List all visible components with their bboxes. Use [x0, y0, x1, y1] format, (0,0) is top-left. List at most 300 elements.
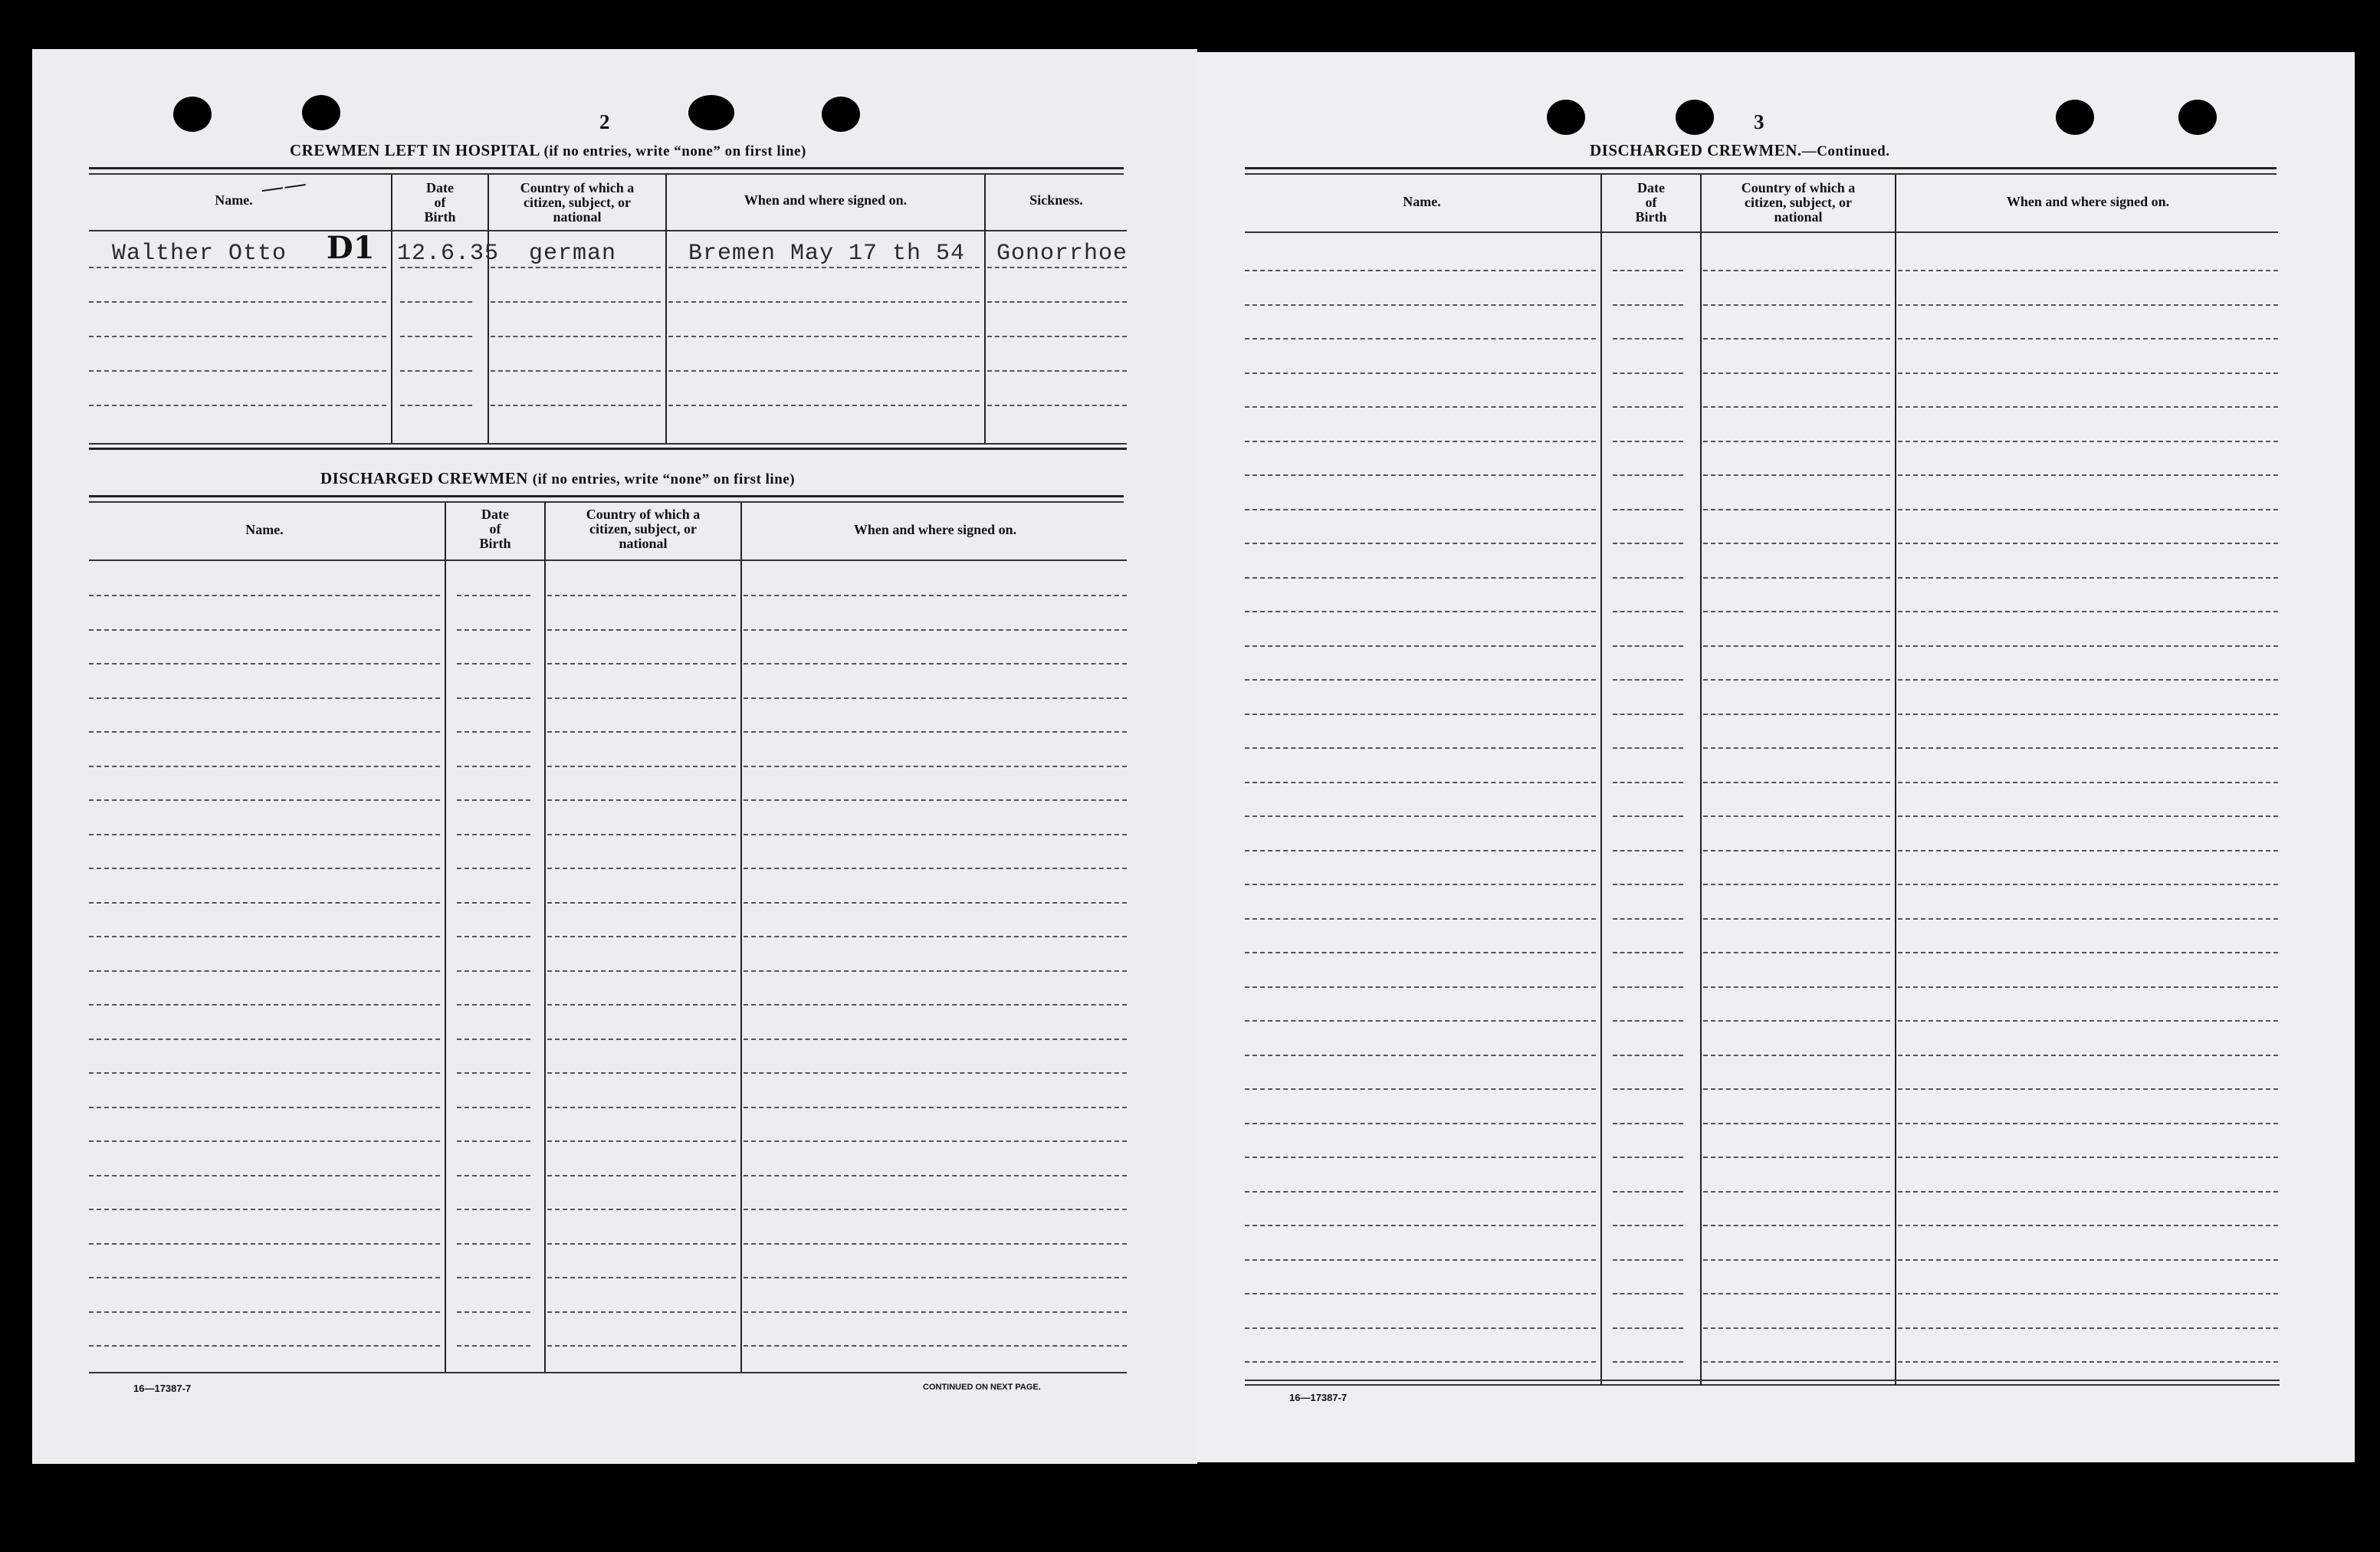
- header-country-line: citizen, subject, or: [589, 521, 697, 536]
- ruled-line: [457, 799, 530, 801]
- ruled-line: [744, 697, 1127, 699]
- ruled-line: [1613, 406, 1683, 408]
- ruled-line: [1898, 338, 2278, 340]
- ruled-line: [987, 405, 1127, 406]
- ruled-line: [547, 1072, 736, 1074]
- ruled-line: [744, 1277, 1127, 1278]
- table-top-rule: [1245, 167, 2277, 169]
- ruled-line: [547, 1345, 736, 1347]
- hospital-section-title: [290, 141, 806, 160]
- hospital-title-text: CREWMEN LEFT IN HOSPITAL: [290, 141, 540, 159]
- hospital-bottom-rule: [89, 448, 1127, 450]
- ruled-line: [987, 370, 1127, 372]
- ruled-line: [1613, 1191, 1683, 1193]
- ruled-line: [1245, 850, 1596, 851]
- ruled-line: [1245, 338, 1596, 340]
- hospital-entry-dob: 12.6.35: [397, 241, 500, 267]
- header-country: [547, 507, 739, 551]
- header-name: Name.: [1403, 194, 1441, 209]
- header-country-line: national: [619, 536, 668, 551]
- header-country-line: citizen, subject, or: [524, 195, 631, 210]
- ruled-line: [547, 1038, 736, 1040]
- header-dob-line: Date: [1637, 180, 1665, 195]
- header-country-line: citizen, subject, or: [1745, 195, 1852, 210]
- ruled-line: [1245, 406, 1596, 408]
- ruled-line: [89, 336, 386, 337]
- table-bottom-rule: [1245, 1380, 2280, 1381]
- ruled-line: [547, 1311, 736, 1313]
- ruled-line: [547, 697, 736, 699]
- continued-note: CONTINUED ON NEXT PAGE.: [923, 1383, 1041, 1392]
- ruled-line: [1613, 611, 1683, 612]
- ruled-line: [1245, 884, 1596, 885]
- header-dob-line: Birth: [424, 209, 456, 225]
- ruled-line: [1898, 1191, 2278, 1193]
- ruled-line: [744, 936, 1127, 937]
- ruled-line: [1898, 747, 2278, 749]
- hospital-title-note: (if no entries, write “none” on first line): [543, 143, 806, 159]
- ruled-line: [744, 629, 1127, 631]
- ruled-line: [1245, 1055, 1596, 1056]
- ruled-line: [457, 970, 530, 972]
- annotation-mark: D1: [327, 230, 375, 266]
- ruled-line: [1613, 1020, 1683, 1022]
- header-sickness: Sickness.: [1029, 192, 1083, 208]
- ruled-line: [1703, 338, 1890, 340]
- ruled-line: [547, 629, 736, 631]
- ruled-line: [744, 834, 1127, 835]
- ruled-line: [89, 663, 440, 664]
- ruled-line: [1703, 679, 1890, 681]
- ruled-line: [491, 267, 661, 268]
- ruled-line: [547, 1277, 736, 1278]
- ruled-line: [744, 663, 1127, 664]
- ruled-line: [547, 902, 736, 904]
- ruled-line: [1245, 782, 1596, 783]
- ruled-line: [1703, 714, 1890, 715]
- ruled-line: [1898, 577, 2278, 579]
- page-number: 2: [599, 110, 610, 133]
- ruled-line: [744, 1175, 1127, 1176]
- ruled-line: [1898, 304, 2278, 306]
- ruled-line: [457, 663, 530, 664]
- ruled-line: [1613, 270, 1683, 271]
- ruled-line: [1245, 1088, 1596, 1090]
- punch-hole: [173, 97, 212, 132]
- ruled-line: [1613, 372, 1683, 374]
- hospital-entry-sickness: Gonorrhoe: [996, 241, 1128, 267]
- ruled-line: [1613, 577, 1683, 579]
- ruled-line: [744, 1038, 1127, 1040]
- ruled-line: [744, 970, 1127, 972]
- ruled-line: [1245, 441, 1596, 442]
- ruled-line: [457, 834, 530, 835]
- ruled-line: [1703, 1225, 1890, 1226]
- ruled-line: [1703, 1293, 1890, 1294]
- header-bottom-rule: [1245, 231, 2278, 233]
- ruled-line: [547, 1175, 736, 1176]
- ruled-line: [1245, 714, 1596, 715]
- ruled-line: [1703, 1123, 1890, 1124]
- discharged-title-text: DISCHARGED CREWMEN: [320, 469, 528, 487]
- ruled-line: [1703, 372, 1890, 374]
- table-top-rule: [89, 501, 1124, 503]
- ruled-line: [457, 629, 530, 631]
- ruled-line: [457, 936, 530, 937]
- ruled-line: [1613, 1157, 1683, 1158]
- ruled-line: [1613, 952, 1683, 953]
- ruled-line: [1245, 270, 1596, 271]
- ruled-line: [457, 1175, 530, 1176]
- ruled-line: [89, 267, 386, 268]
- header-country-line: national: [1774, 209, 1823, 225]
- ruled-line: [1898, 986, 2278, 988]
- ruled-line: [1898, 1055, 2278, 1056]
- ruled-line: [491, 370, 661, 372]
- ruled-line: [1703, 441, 1890, 442]
- ruled-line: [1898, 884, 2278, 885]
- ruled-line: [89, 766, 440, 767]
- ruled-line: [1703, 577, 1890, 579]
- punch-hole: [302, 95, 340, 130]
- ruled-line: [1613, 1361, 1683, 1363]
- hospital-entry-country: german: [529, 241, 617, 267]
- ruled-line: [89, 370, 386, 372]
- header-country: [1703, 181, 1893, 225]
- ruled-line: [457, 1209, 530, 1210]
- ruled-line: [89, 902, 440, 904]
- ruled-line: [547, 1209, 736, 1210]
- ruled-line: [1613, 850, 1683, 851]
- header-dob: [448, 507, 543, 551]
- ruled-line: [89, 595, 440, 596]
- ruled-line: [987, 301, 1127, 303]
- ruled-line: [744, 1345, 1127, 1347]
- ruled-line: [1245, 679, 1596, 681]
- table-top-rule: [89, 495, 1124, 497]
- ruled-line: [89, 1345, 440, 1347]
- ruled-line: [89, 936, 440, 937]
- ruled-line: [89, 1209, 440, 1210]
- ruled-line: [89, 731, 440, 733]
- column-divider: [984, 175, 986, 443]
- table-top-rule: [89, 173, 1124, 175]
- ruled-line: [1245, 1191, 1596, 1193]
- ruled-line: [400, 405, 472, 406]
- ruled-line: [547, 731, 736, 733]
- ruled-line: [1245, 611, 1596, 612]
- ruled-line: [744, 902, 1127, 904]
- table-bottom-rule: [89, 1372, 1127, 1373]
- ruled-line: [457, 1243, 530, 1245]
- header-country-line: Country of which a: [586, 507, 701, 522]
- header-signed: When and where signed on.: [2006, 194, 2170, 209]
- ruled-line: [1703, 1020, 1890, 1022]
- column-divider: [740, 503, 742, 1373]
- ruled-line: [89, 405, 386, 406]
- ruled-line: [1703, 270, 1890, 271]
- header-name: Name.: [245, 522, 284, 537]
- ruled-line: [1245, 747, 1596, 749]
- ruled-line: [744, 731, 1127, 733]
- ruled-line: [1898, 1020, 2278, 1022]
- ruled-line: [1245, 509, 1596, 510]
- ruled-line: [1703, 1361, 1890, 1363]
- ruled-line: [89, 1072, 440, 1074]
- ruled-line: [1703, 850, 1890, 851]
- form-code: 16—17387-7: [1289, 1392, 1348, 1403]
- ruled-line: [491, 336, 661, 337]
- ruled-line: [1613, 1259, 1683, 1261]
- ruled-line: [1245, 1361, 1596, 1363]
- ruled-line: [1898, 406, 2278, 408]
- ruled-line: [1245, 986, 1596, 988]
- ruled-line: [1245, 1327, 1596, 1329]
- right-page: [1196, 52, 2355, 1462]
- ruled-line: [1613, 304, 1683, 306]
- ruled-line: [547, 663, 736, 664]
- punch-hole: [688, 95, 734, 130]
- ruled-line: [1245, 645, 1596, 647]
- column-divider: [487, 175, 489, 443]
- ruled-line: [1703, 884, 1890, 885]
- ruled-line: [1613, 1225, 1683, 1226]
- ruled-line: [457, 1277, 530, 1278]
- ruled-line: [1245, 372, 1596, 374]
- ruled-line: [1703, 611, 1890, 612]
- ruled-line: [1703, 918, 1890, 920]
- column-divider: [665, 175, 667, 443]
- hospital-entry-name: Walther Otto: [112, 241, 287, 267]
- ruled-line: [1245, 952, 1596, 953]
- ruled-line: [1613, 441, 1683, 442]
- ruled-line: [1703, 304, 1890, 306]
- ruled-line: [1898, 1088, 2278, 1090]
- header-bottom-rule: [89, 559, 1127, 561]
- ruled-line: [457, 766, 530, 767]
- name-overwrite-scrawl: ——: [258, 169, 309, 204]
- ruled-line: [1703, 1327, 1890, 1329]
- punch-hole: [822, 97, 860, 132]
- ruled-line: [744, 1243, 1127, 1245]
- header-dob: [394, 181, 486, 225]
- ruled-line: [987, 336, 1127, 337]
- ruled-line: [1245, 918, 1596, 920]
- ruled-line: [89, 970, 440, 972]
- ruled-line: [400, 301, 472, 303]
- ruled-line: [1703, 952, 1890, 953]
- ruled-line: [547, 595, 736, 596]
- ruled-line: [1898, 1327, 2278, 1329]
- ruled-line: [1613, 1327, 1683, 1329]
- ruled-line: [1245, 543, 1596, 544]
- ruled-line: [987, 267, 1127, 268]
- ruled-line: [89, 1140, 440, 1142]
- ruled-line: [1898, 815, 2278, 817]
- ruled-line: [457, 1107, 530, 1108]
- ruled-line: [1245, 1259, 1596, 1261]
- ruled-line: [668, 301, 980, 303]
- column-divider: [1600, 175, 1602, 1384]
- ruled-line: [1613, 918, 1683, 920]
- ruled-line: [89, 301, 386, 303]
- ruled-line: [744, 1072, 1127, 1074]
- column-divider: [445, 503, 446, 1373]
- punch-hole: [2056, 100, 2094, 135]
- ruled-line: [547, 1107, 736, 1108]
- ruled-line: [1245, 1225, 1596, 1226]
- ruled-line: [89, 834, 440, 835]
- header-dob-line: Date: [426, 180, 454, 195]
- ruled-line: [89, 1311, 440, 1313]
- ruled-line: [1703, 782, 1890, 783]
- ruled-line: [744, 1209, 1127, 1210]
- hospital-bottom-rule: [89, 443, 1127, 445]
- ruled-line: [1703, 815, 1890, 817]
- header-country-line: Country of which a: [1741, 180, 1856, 195]
- ruled-line: [744, 1004, 1127, 1006]
- ruled-line: [1613, 986, 1683, 988]
- ruled-line: [457, 595, 530, 596]
- header-dob-line: Birth: [479, 536, 511, 551]
- header-name: Name.: [215, 192, 253, 208]
- ruled-line: [1703, 406, 1890, 408]
- ruled-line: [89, 1038, 440, 1040]
- ruled-line: [1898, 1157, 2278, 1158]
- ruled-line: [1898, 952, 2278, 953]
- ruled-line: [547, 936, 736, 937]
- ruled-line: [400, 336, 472, 337]
- column-divider: [544, 503, 546, 1373]
- hospital-entry-signed: Bremen May 17 th 54: [688, 241, 966, 267]
- header-country-line: Country of which a: [520, 180, 635, 195]
- ruled-line: [457, 902, 530, 904]
- ruled-line: [668, 336, 980, 337]
- ruled-line: [1245, 577, 1596, 579]
- ruled-line: [1613, 782, 1683, 783]
- ruled-line: [1898, 714, 2278, 715]
- ruled-line: [547, 1243, 736, 1245]
- discharged-title-note: (if no entries, write “none” on first line): [532, 471, 796, 487]
- header-dob-line: of: [1645, 195, 1657, 210]
- header-dob-line: Date: [481, 507, 509, 522]
- punch-hole: [1547, 100, 1585, 135]
- ruled-line: [457, 868, 530, 869]
- ruled-line: [547, 766, 736, 767]
- header-signed: When and where signed on.: [744, 192, 908, 208]
- ruled-line: [1898, 1259, 2278, 1261]
- header-country: [491, 181, 664, 225]
- ruled-line: [89, 629, 440, 631]
- ruled-line: [1703, 509, 1890, 510]
- ruled-line: [1613, 747, 1683, 749]
- ruled-line: [457, 1004, 530, 1006]
- ruled-line: [1613, 338, 1683, 340]
- continued-title-note: —Continued.: [1801, 143, 1890, 159]
- table-top-rule: [1245, 173, 2277, 175]
- ruled-line: [744, 1311, 1127, 1313]
- column-divider: [1895, 175, 1896, 1384]
- ruled-line: [1898, 1225, 2278, 1226]
- column-divider: [1700, 175, 1702, 1384]
- ruled-line: [400, 267, 472, 268]
- ruled-line: [744, 766, 1127, 767]
- ruled-line: [744, 1140, 1127, 1142]
- ruled-line: [1898, 1361, 2278, 1363]
- ruled-line: [457, 1311, 530, 1313]
- ruled-line: [1703, 645, 1890, 647]
- ruled-line: [1898, 782, 2278, 783]
- ruled-line: [1703, 1055, 1890, 1056]
- ruled-line: [1613, 1293, 1683, 1294]
- ruled-line: [668, 370, 980, 372]
- form-code: 16—17387-7: [133, 1383, 192, 1394]
- ruled-line: [1613, 645, 1683, 647]
- ruled-line: [89, 1107, 440, 1108]
- ruled-line: [1703, 747, 1890, 749]
- ruled-line: [744, 868, 1127, 869]
- ruled-line: [1703, 1157, 1890, 1158]
- table-top-rule: [89, 167, 1124, 169]
- ruled-line: [668, 267, 980, 268]
- punch-hole: [2178, 100, 2217, 135]
- ruled-line: [547, 799, 736, 801]
- ruled-line: [457, 1345, 530, 1347]
- header-signed: When and where signed on.: [853, 522, 1017, 537]
- ruled-line: [547, 1004, 736, 1006]
- header-bottom-rule: [89, 230, 1127, 231]
- header-dob: [1604, 181, 1699, 225]
- header-dob-line: of: [434, 195, 446, 210]
- ruled-line: [668, 405, 980, 406]
- ruled-line: [1898, 441, 2278, 442]
- ruled-line: [1613, 815, 1683, 817]
- ruled-line: [1898, 474, 2278, 476]
- ruled-line: [457, 1140, 530, 1142]
- ruled-line: [1245, 304, 1596, 306]
- ruled-line: [457, 1072, 530, 1074]
- ruled-line: [547, 868, 736, 869]
- ruled-line: [744, 595, 1127, 596]
- ruled-line: [1245, 1020, 1596, 1022]
- ruled-line: [89, 697, 440, 699]
- ruled-line: [1898, 543, 2278, 544]
- page-number: 3: [1754, 110, 1764, 133]
- ruled-line: [1898, 1123, 2278, 1124]
- ruled-line: [457, 731, 530, 733]
- ruled-line: [457, 697, 530, 699]
- ruled-line: [1703, 1259, 1890, 1261]
- ruled-line: [1613, 474, 1683, 476]
- ruled-line: [1613, 543, 1683, 544]
- ruled-line: [89, 868, 440, 869]
- ruled-line: [1898, 679, 2278, 681]
- ruled-line: [89, 1277, 440, 1278]
- ruled-line: [89, 1004, 440, 1006]
- ruled-line: [1703, 474, 1890, 476]
- discharged-section-title: [320, 469, 795, 488]
- ruled-line: [1245, 1157, 1596, 1158]
- ruled-line: [89, 1243, 440, 1245]
- ruled-line: [1703, 543, 1890, 544]
- ruled-line: [1898, 1293, 2278, 1294]
- ruled-line: [1245, 474, 1596, 476]
- ruled-line: [1898, 509, 2278, 510]
- ruled-line: [1245, 1123, 1596, 1124]
- discharged-continued-title: [1590, 141, 1889, 160]
- ruled-line: [491, 301, 661, 303]
- column-divider: [391, 175, 392, 443]
